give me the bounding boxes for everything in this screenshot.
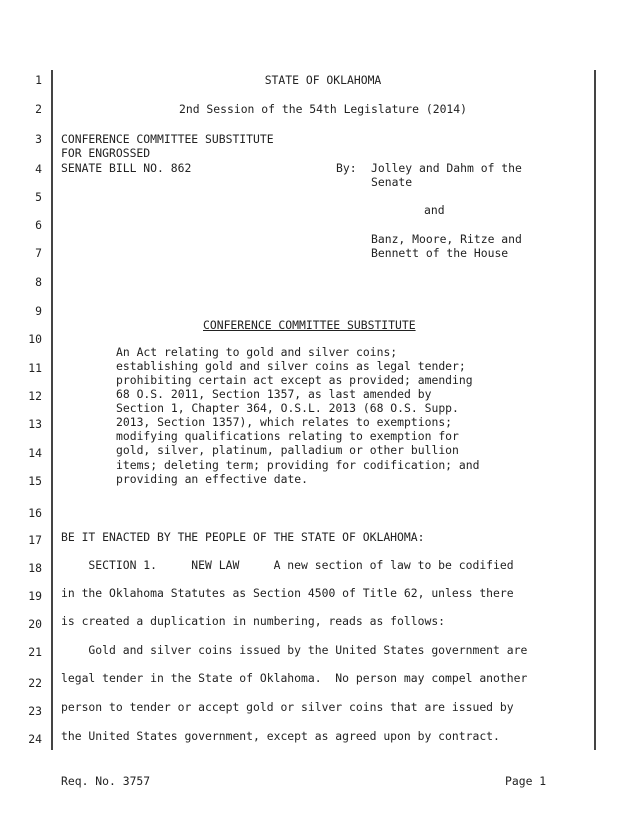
- line-number: 9: [35, 304, 42, 318]
- line-number: 3: [35, 132, 42, 146]
- act-title-line: 68 O.S. 2011, Section 1357, as last amended by: [116, 387, 432, 401]
- line-number: 24: [28, 732, 42, 746]
- line-number: 8: [35, 275, 42, 289]
- act-title-line: items; deleting term; providing for codification; and: [116, 458, 480, 472]
- bill-caption-line3: SENATE BILL NO. 862: [61, 161, 192, 175]
- senate-authors: Jolley and Dahm of the: [371, 161, 522, 175]
- senate-authors-chamber: Senate: [371, 175, 413, 189]
- substitute-title-heading: CONFERENCE COMMITTEE SUBSTITUTE: [203, 318, 416, 332]
- act-title-line: establishing gold and silver coins as legal tender;: [116, 359, 466, 373]
- line-number: 7: [35, 246, 42, 260]
- body-line: Gold and silver coins issued by the United States government are: [61, 643, 528, 657]
- and-connector: and: [424, 203, 445, 217]
- house-authors: Banz, Moore, Ritze and: [371, 232, 522, 246]
- line-number: 16: [28, 506, 42, 520]
- line-number: 19: [28, 589, 42, 603]
- line-number: 2: [35, 102, 42, 116]
- line-number: 15: [28, 474, 42, 488]
- body-line: the United States government, except as agreed upon by contract.: [61, 729, 500, 743]
- act-title-line: gold, silver, platinum, palladium or other bullion: [116, 443, 459, 457]
- act-title-line: providing an effective date.: [116, 472, 309, 486]
- request-number: Req. No. 3757: [61, 774, 151, 788]
- body-line: is created a duplication in numbering, reads as follows:: [61, 614, 446, 628]
- line-number: 6: [35, 218, 42, 232]
- act-title-line: 2013, Section 1357), which relates to exemptions;: [116, 415, 453, 429]
- session-heading: 2nd Session of the 54th Legislature (2014): [178, 102, 468, 116]
- act-title-line: An Act relating to gold and silver coins;: [116, 345, 398, 359]
- by-label: By:: [336, 161, 357, 175]
- body-line: SECTION 1. NEW LAW A new section of law to be codified: [61, 558, 514, 572]
- enacting-clause: BE IT ENACTED BY THE PEOPLE OF THE STATE OF OKLAHOMA:: [61, 530, 425, 544]
- line-number: 21: [28, 645, 42, 659]
- line-number: 23: [28, 704, 42, 718]
- line-number: 12: [28, 389, 42, 403]
- line-number: 18: [28, 561, 42, 575]
- right-margin-rule: [594, 70, 596, 750]
- bill-caption-line2: FOR ENGROSSED: [61, 146, 151, 160]
- line-number: 14: [28, 446, 42, 460]
- act-title-line: Section 1, Chapter 364, O.S.L. 2013 (68 O.S. Supp.: [116, 401, 459, 415]
- state-heading: STATE OF OKLAHOMA: [264, 73, 382, 87]
- bill-caption-line1: CONFERENCE COMMITTEE SUBSTITUTE: [61, 132, 274, 146]
- line-number: 10: [28, 332, 42, 346]
- body-line: person to tender or accept gold or silver coins that are issued by: [61, 700, 514, 714]
- line-number: 5: [35, 190, 42, 204]
- body-line: in the Oklahoma Statutes as Section 4500 of Title 62, unless there: [61, 586, 514, 600]
- act-title-line: prohibiting certain act except as provided; amending: [116, 373, 473, 387]
- act-title-line: modifying qualifications relating to exemption for: [116, 429, 459, 443]
- line-number: 22: [28, 676, 42, 690]
- line-number: 4: [35, 162, 42, 176]
- line-number: 1: [35, 73, 42, 87]
- page-number: Page 1: [505, 774, 547, 788]
- left-margin-rule: [51, 70, 53, 750]
- line-number: 11: [28, 361, 42, 375]
- line-number: 20: [28, 617, 42, 631]
- line-number: 17: [28, 533, 42, 547]
- line-number: 13: [28, 417, 42, 431]
- body-line: legal tender in the State of Oklahoma. No person may compel another: [61, 671, 528, 685]
- house-authors-chamber: Bennett of the House: [371, 246, 509, 260]
